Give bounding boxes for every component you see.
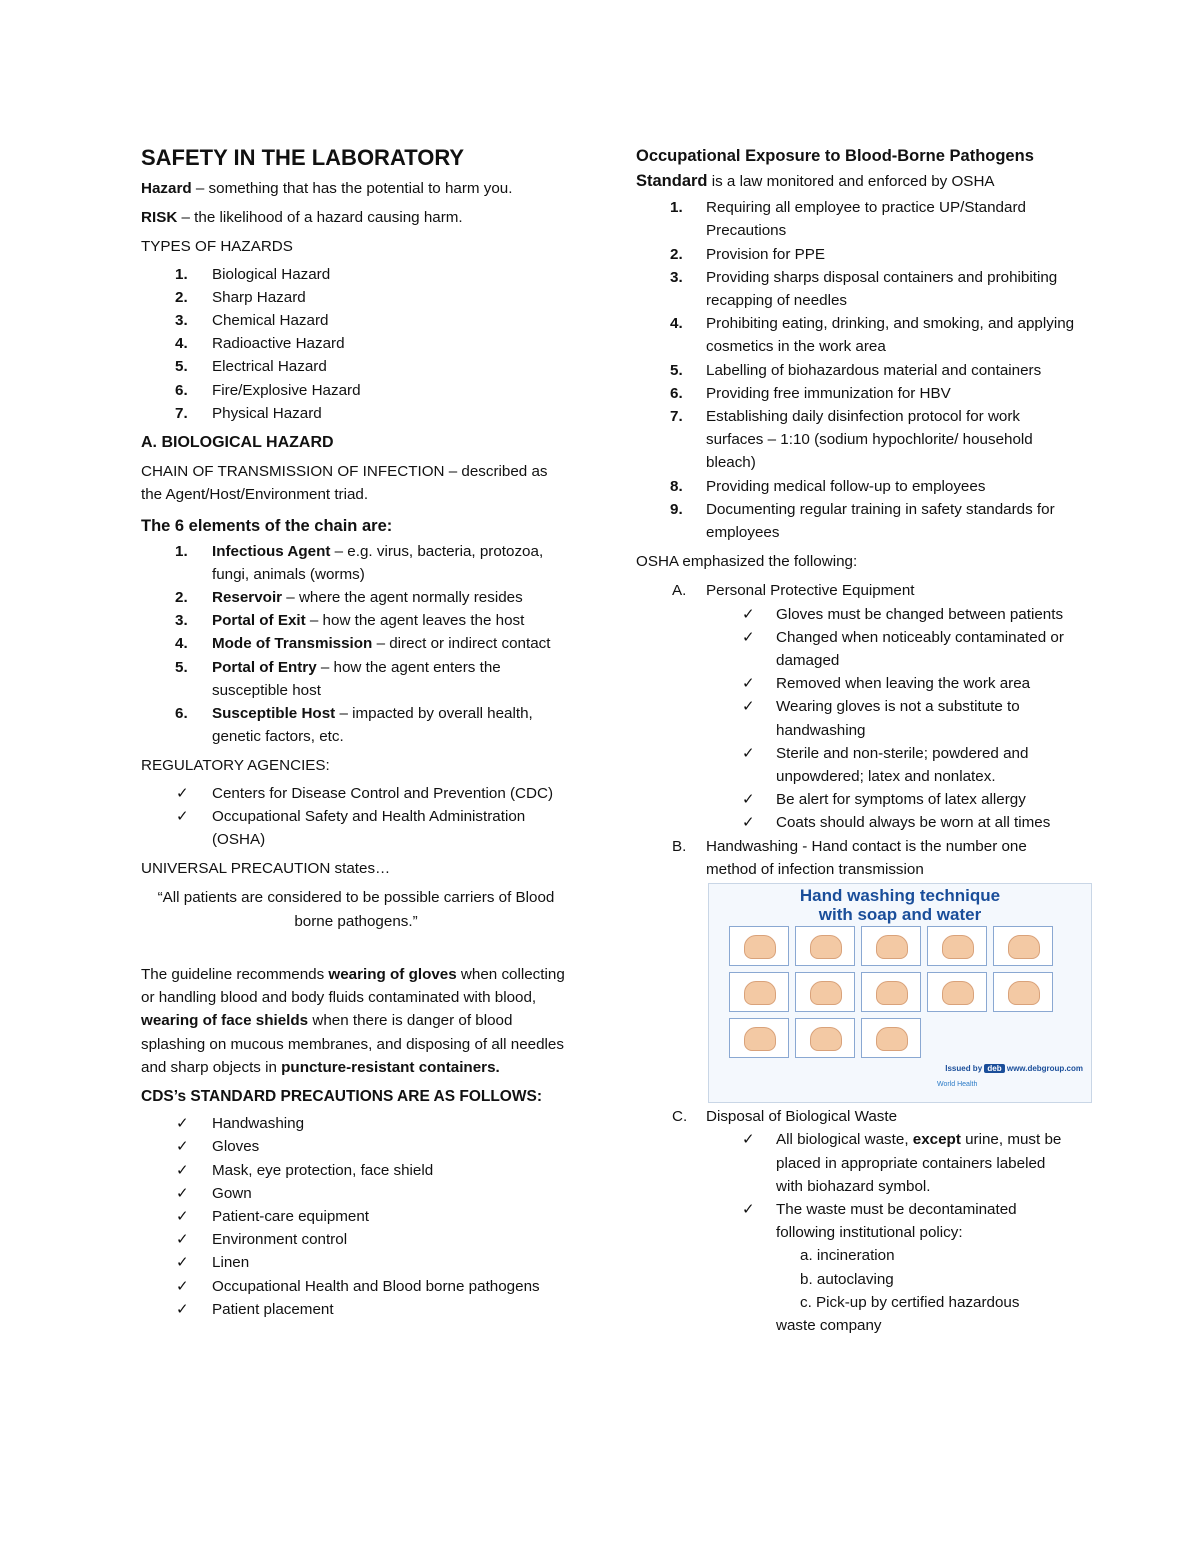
- osha-heading: OSHA emphasized the following:: [636, 553, 858, 571]
- list-item: ✓ Handwashing: [176, 1112, 571, 1135]
- list-item: ✓ Centers for Disease Control and Prevention (CDC): [176, 782, 571, 805]
- list-item: ✓ Gloves must be changed between patients: [742, 603, 1076, 626]
- risk-definition: [141, 206, 571, 229]
- waste-method-b: b. autoclaving: [800, 1270, 894, 1288]
- list-item: ✓ Mask, eye protection, face shield: [176, 1159, 571, 1182]
- poster-step: [993, 926, 1053, 966]
- checkmark-icon: ✓: [742, 1200, 755, 1218]
- waste-method-c: c. Pick-up by certified hazardous: [800, 1293, 1020, 1311]
- hand-icon: [876, 935, 908, 959]
- list-item: ✓ Patient placement: [176, 1298, 571, 1321]
- list-item: 1. Infectious Agent – e.g. virus, bacteria, protozoa, fungi, animals (worms): [175, 542, 544, 583]
- list-item: ✓ Patient-care equipment: [176, 1205, 571, 1228]
- types-heading: TYPES OF HAZARDS: [141, 238, 293, 256]
- bbp-heading: Occupational Exposure to Blood-Borne Pathogens: [636, 147, 1034, 165]
- checkmark-icon: ✓: [176, 807, 189, 825]
- chain-term: CHAIN OF TRANSMISSION OF INFECTION: [141, 463, 445, 481]
- poster-step: [729, 926, 789, 966]
- list-item: ✓ Linen: [176, 1251, 571, 1274]
- poster-step: [729, 1018, 789, 1058]
- chain-def: – described as the Agent/Host/Environment triad.: [141, 463, 548, 504]
- chain-elements-list: [141, 540, 571, 749]
- chain-definition: [141, 460, 571, 506]
- standard-term: Standard: [636, 172, 708, 190]
- handwashing-poster: [708, 883, 1092, 1103]
- cds-list: [141, 1112, 571, 1321]
- list-item: 8. Providing medical follow-up to employees: [670, 477, 986, 495]
- hand-icon: [810, 1027, 842, 1051]
- poster-step: [861, 972, 921, 1012]
- list-item: 4. Prohibiting eating, drinking, and smoking, and applying cosmetics in the work area: [670, 315, 1075, 356]
- standard-definition: [636, 170, 1076, 193]
- checkmark-icon: ✓: [742, 814, 755, 832]
- universal-quote: “All patients are considered to be possible carriers of Blood borne pathogens.”: [157, 889, 555, 930]
- hazard-definition: [141, 177, 571, 200]
- poster-title: Hand washing technique with soap and water: [799, 886, 1001, 925]
- checkmark-icon: ✓: [742, 744, 755, 762]
- hand-icon: [810, 981, 842, 1005]
- checkmark-icon: ✓: [742, 628, 755, 646]
- section-a: A. Personal Protective Equipment: [672, 582, 915, 600]
- checkmark-icon: ✓: [176, 1184, 189, 1202]
- section-b: B. Handwashing - Hand contact is the number one method of infection transmission: [672, 837, 1027, 878]
- hazard-term: Hazard: [141, 180, 192, 197]
- poster-steps: [729, 926, 1053, 1058]
- list-item: ✓ Be alert for symptoms of latex allergy: [742, 788, 1076, 811]
- checkmark-icon: ✓: [742, 1131, 755, 1149]
- poster-step: [927, 926, 987, 966]
- checkmark-icon: ✓: [742, 698, 755, 716]
- waste-method-c-cont: waste company: [776, 1316, 882, 1334]
- hand-icon: [942, 935, 974, 959]
- cds-heading: CDS’s STANDARD PRECAUTIONS ARE AS FOLLOWS:: [141, 1087, 542, 1105]
- list-item: ✓ Environment control: [176, 1228, 571, 1251]
- waste-list: [636, 1128, 1076, 1244]
- list-item: ✓ Gown: [176, 1182, 571, 1205]
- list-item: 3. Providing sharps disposal containers and prohibiting recapping of needles: [670, 268, 1058, 310]
- universal-heading: UNIVERSAL PRECAUTION states…: [141, 860, 391, 878]
- ppe-list: [636, 603, 1076, 835]
- standard-list: [636, 196, 1076, 544]
- left-column: [141, 143, 571, 1321]
- checkmark-icon: ✓: [176, 1231, 189, 1249]
- list-item: 4. Radioactive Hazard: [175, 335, 345, 353]
- list-item: 7. Physical Hazard: [175, 404, 322, 422]
- list-item: ✓ Changed when noticeably contaminated or damaged: [742, 626, 1076, 672]
- hand-icon: [876, 981, 908, 1005]
- list-item: ✓ Coats should always be worn at all times: [742, 811, 1076, 834]
- list-item: 1. Requiring all employee to practice UP/Standard Precautions: [670, 199, 1026, 240]
- checkmark-icon: ✓: [176, 1161, 189, 1179]
- elements-heading: The 6 elements of the chain are:: [141, 516, 393, 535]
- list-item: ✓ Removed when leaving the work area: [742, 672, 1076, 695]
- list-item: 2. Sharp Hazard: [175, 288, 306, 306]
- hazard-types-list: [141, 263, 571, 425]
- poster-step: [861, 1018, 921, 1058]
- list-item: 7. Establishing daily disinfection protocol for work surfaces – 1:10 (sodium hypochlorite/ household bleach): [670, 408, 1033, 472]
- poster-step: [795, 1018, 855, 1058]
- hand-icon: [810, 935, 842, 959]
- page-title: SAFETY IN THE LABORATORY: [141, 145, 465, 170]
- risk-def: – the likelihood of a hazard causing harm.: [177, 209, 463, 227]
- agencies-list: [141, 782, 571, 852]
- list-item: 6. Providing free immunization for HBV: [670, 384, 951, 402]
- checkmark-icon: ✓: [742, 605, 755, 623]
- hand-icon: [744, 981, 776, 1005]
- section-c: C. Disposal of Biological Waste: [672, 1108, 898, 1126]
- poster-step: [861, 926, 921, 966]
- risk-term: RISK: [141, 209, 178, 227]
- standard-def: is a law monitored and enforced by OSHA: [707, 173, 995, 190]
- checkmark-icon: ✓: [176, 1207, 189, 1225]
- bio-heading: A. BIOLOGICAL HAZARD: [141, 434, 334, 452]
- list-item: 5. Labelling of biohazardous material and containers: [670, 361, 1042, 379]
- poster-step: [795, 926, 855, 966]
- list-item: ✓ All biological waste, except urine, must be placed in appropriate containers labeled with biohazard symbol.: [742, 1128, 1076, 1198]
- checkmark-icon: ✓: [176, 1300, 189, 1318]
- who-logo: World Health: [937, 1080, 978, 1088]
- checkmark-icon: ✓: [176, 1138, 189, 1156]
- list-item: ✓ The waste must be decontaminated following institutional policy:: [742, 1198, 1076, 1244]
- agencies-heading: REGULATORY AGENCIES:: [141, 757, 330, 775]
- list-item: 3. Portal of Exit – how the agent leaves the host: [175, 612, 525, 630]
- list-item: ✓ Occupational Health and Blood borne pathogens: [176, 1275, 571, 1298]
- list-item: 2. Reservoir – where the agent normally resides: [175, 589, 523, 607]
- list-item: 1. Biological Hazard: [175, 265, 331, 283]
- right-column: [636, 143, 1083, 1337]
- list-item: 4. Mode of Transmission – direct or indirect contact: [175, 635, 551, 653]
- hand-icon: [1008, 981, 1040, 1005]
- list-item: ✓ Wearing gloves is not a substitute to handwashing: [742, 695, 1076, 741]
- list-item: ✓ Occupational Safety and Health Administration (OSHA): [176, 805, 571, 851]
- checkmark-icon: ✓: [176, 784, 189, 802]
- list-item: 6. Fire/Explosive Hazard: [175, 381, 361, 399]
- hand-icon: [744, 1027, 776, 1051]
- guideline-paragraph: The guideline recommends wearing of gloves when collecting or handling blood and body fluids contaminated with blood, wearing of face shields when there is danger of blood splashing on mucous membranes, and disposing of all needles and sharp objects in puncture-resistant containers.: [141, 965, 565, 1076]
- list-item: 5. Electrical Hazard: [175, 358, 327, 376]
- hand-icon: [1008, 935, 1040, 959]
- list-item: 6. Susceptible Host – impacted by overall health, genetic factors, etc.: [175, 705, 533, 746]
- hazard-def: – something that has the potential to harm you.: [191, 180, 513, 197]
- list-item: 3. Chemical Hazard: [175, 312, 329, 330]
- checkmark-icon: ✓: [176, 1115, 189, 1133]
- list-item: ✓ Gloves: [176, 1135, 571, 1158]
- hand-icon: [876, 1027, 908, 1051]
- poster-step: [795, 972, 855, 1012]
- checkmark-icon: ✓: [176, 1277, 189, 1295]
- hand-icon: [744, 935, 776, 959]
- poster-step: [927, 972, 987, 1012]
- list-item: 5. Portal of Entry – how the agent enters the susceptible host: [175, 658, 501, 699]
- list-item: 9. Documenting regular training in safety standards for employees: [670, 500, 1055, 542]
- poster-issuer: Issued by deb www.debgroup.com: [945, 1063, 1083, 1073]
- checkmark-icon: ✓: [742, 791, 755, 809]
- list-item: 2. Provision for PPE: [670, 245, 826, 263]
- checkmark-icon: ✓: [742, 675, 755, 693]
- list-item: ✓ Sterile and non-sterile; powdered and unpowdered; latex and nonlatex.: [742, 742, 1076, 788]
- poster-step: [993, 972, 1053, 1012]
- hand-icon: [942, 981, 974, 1005]
- poster-step: [729, 972, 789, 1012]
- checkmark-icon: ✓: [176, 1254, 189, 1272]
- waste-method-a: a. incineration: [800, 1247, 895, 1265]
